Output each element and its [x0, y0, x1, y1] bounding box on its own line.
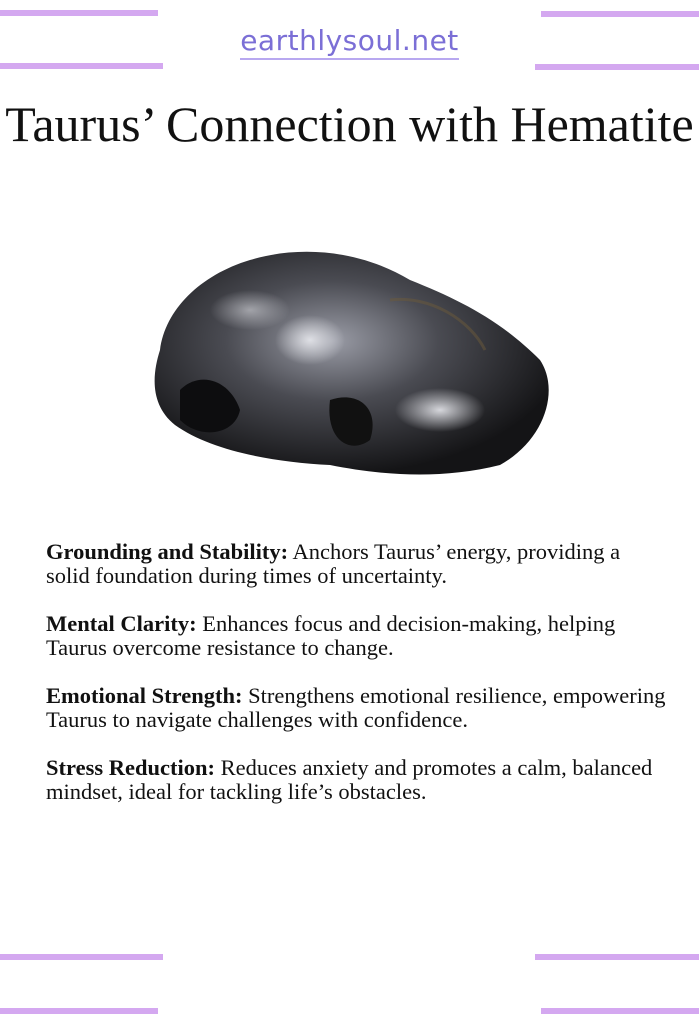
- benefit-grounding: Grounding and Stability: Anchors Taurus’ energy, providing a solid foundation during times of uncertainty.: [46, 539, 621, 588]
- decor-bar-top-left-2: [0, 63, 163, 69]
- benefit-stress-reduction: Stress Reduction: Reduces anxiety and promotes a calm, balanced mindset, ideal for tackling life’s obstacles.: [46, 755, 653, 804]
- benefits-list: [46, 540, 666, 828]
- site-logo[interactable]: earthlysoul.net: [0, 24, 699, 57]
- decor-bar-top-left-1: [0, 10, 158, 16]
- decor-bar-bottom-right-2: [541, 1008, 699, 1014]
- decor-bar-top-right-2: [535, 64, 699, 70]
- decor-bar-bottom-left-1: [0, 954, 163, 960]
- benefit-mental-clarity: Mental Clarity: Enhances focus and decision-making, helping Taurus overcome resistance to change.: [46, 611, 616, 660]
- page-title: Taurus’ Connection with Hematite: [5, 96, 694, 152]
- benefit-emotional-strength: Emotional Strength: Strengthens emotional resilience, empowering Taurus to navigate challenges with confidence.: [46, 683, 666, 732]
- decor-bar-top-right-1: [541, 11, 699, 17]
- decor-bar-bottom-left-2: [0, 1008, 158, 1014]
- decor-bar-bottom-right-1: [535, 954, 699, 960]
- hematite-stone-image: [140, 240, 560, 480]
